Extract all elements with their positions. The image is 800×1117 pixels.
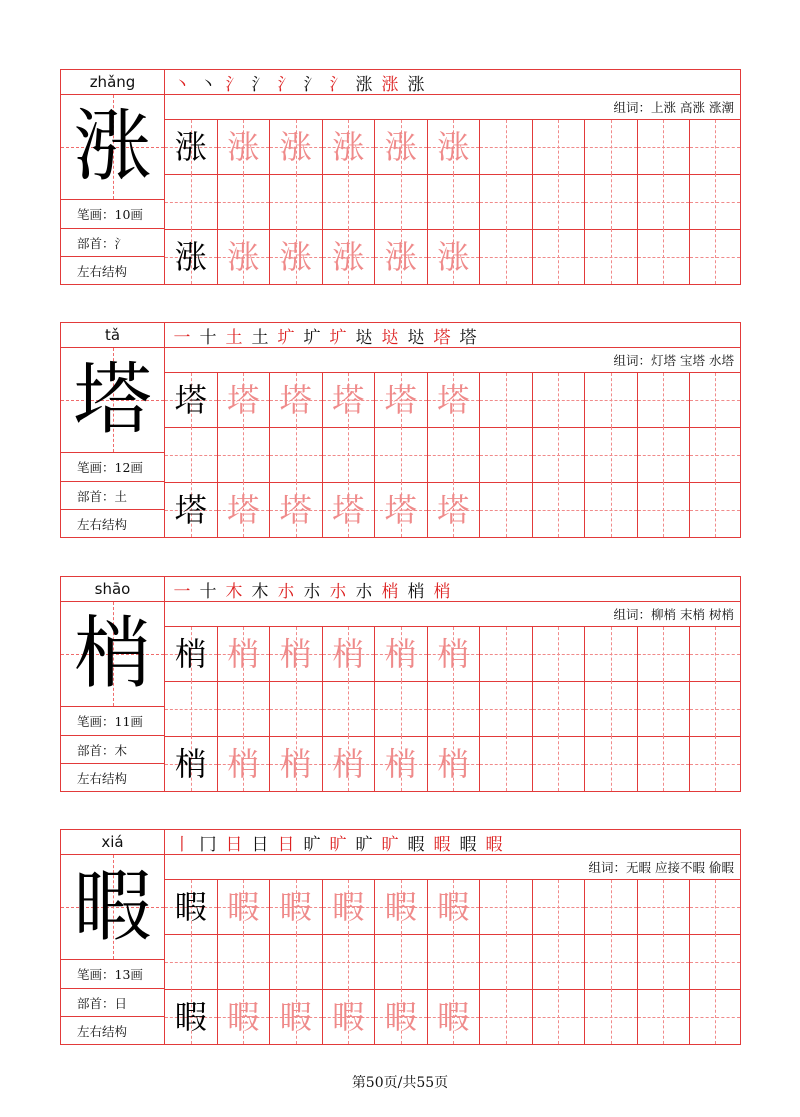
word-examples: 组词：灯塔 宝塔 水塔 (165, 348, 740, 373)
stroke-order (165, 323, 740, 348)
writing-cell[interactable] (165, 989, 218, 1044)
writing-grid (165, 120, 740, 284)
trace-character: 涨 (279, 237, 312, 276)
writing-cell[interactable] (375, 736, 428, 791)
writing-grid (165, 373, 740, 537)
writing-cell[interactable] (218, 989, 271, 1044)
trace-character: 涨 (384, 128, 417, 166)
writing-cell[interactable] (375, 627, 428, 681)
trace-character: 塔 (227, 490, 260, 529)
trace-character: 涨 (384, 237, 417, 276)
stroke-step: 十 (199, 327, 217, 348)
stroke-step: 氵 (225, 74, 243, 95)
grid-row (165, 989, 740, 1044)
writing-cell[interactable] (428, 989, 481, 1044)
writing-cell[interactable] (375, 229, 428, 284)
writing-cell[interactable] (638, 627, 691, 681)
writing-cell[interactable] (165, 120, 218, 174)
trace-character: 暇 (227, 888, 260, 926)
writing-cell[interactable] (585, 427, 638, 482)
writing-cell[interactable] (480, 120, 533, 174)
writing-cell[interactable] (323, 880, 376, 934)
grid-row (165, 482, 740, 537)
stroke-step: 涨 (355, 74, 373, 95)
stroke-step: 梢 (381, 581, 399, 602)
writing-cell[interactable] (218, 482, 271, 537)
trace-character: 暇 (437, 888, 470, 926)
character-card (60, 69, 741, 285)
writing-cell[interactable] (375, 427, 428, 482)
stroke-step: 垯 (381, 327, 399, 348)
word-examples: 组词：柳梢 末梢 树梢 (165, 602, 740, 627)
radical: 部首：日 (61, 989, 164, 1017)
writing-cell[interactable] (533, 229, 586, 284)
grid-row (165, 627, 740, 682)
stroke-step: 土 (225, 327, 243, 348)
model-character: 梢 (174, 635, 207, 673)
trace-character: 梢 (384, 744, 417, 783)
writing-cell[interactable] (323, 627, 376, 681)
writing-cell[interactable] (585, 482, 638, 537)
writing-cell[interactable] (585, 736, 638, 791)
stroke-step: 朩 (303, 581, 321, 602)
stroke-step: 垯 (407, 327, 425, 348)
writing-cell[interactable] (270, 681, 323, 736)
pinyin: zhǎng (61, 70, 164, 95)
stroke-step: 塔 (433, 327, 451, 348)
stroke-step: 暇 (459, 834, 477, 855)
writing-cell[interactable] (218, 934, 271, 989)
writing-cell[interactable] (585, 880, 638, 934)
model-character: 梢 (174, 744, 207, 783)
stroke-step: 木 (251, 581, 269, 602)
writing-cell[interactable] (480, 373, 533, 427)
word-examples: 组词：无暇 应接不暇 偷暇 (165, 855, 740, 880)
writing-cell[interactable] (638, 229, 691, 284)
page-footer: 第50页/共55页 (351, 1075, 449, 1091)
model-character: 涨 (174, 128, 207, 166)
writing-cell[interactable] (270, 174, 323, 229)
stroke-step: 暇 (485, 834, 503, 855)
radical: 部首：木 (61, 736, 164, 764)
writing-cell[interactable] (428, 934, 481, 989)
writing-cell[interactable] (638, 427, 691, 482)
radical: 部首：氵 (61, 229, 164, 257)
grid-row (165, 373, 740, 428)
character-card (60, 576, 741, 792)
trace-character: 梢 (227, 635, 260, 673)
writing-cell[interactable] (638, 934, 691, 989)
writing-cell[interactable] (480, 989, 533, 1044)
writing-cell[interactable] (218, 120, 271, 174)
pinyin: tǎ (61, 323, 164, 348)
writing-cell[interactable] (480, 681, 533, 736)
stroke-step: 氵 (251, 74, 269, 95)
stroke-count: 笔画：11画 (61, 707, 164, 736)
stroke-step: 圹 (329, 327, 347, 348)
writing-cell[interactable] (165, 627, 218, 681)
writing-cell[interactable] (585, 681, 638, 736)
writing-cell[interactable] (533, 880, 586, 934)
structure: 左右结构 (77, 517, 128, 532)
writing-cell[interactable] (638, 989, 691, 1044)
big-character-box (61, 95, 164, 200)
trace-character: 暇 (279, 888, 312, 926)
trace-character: 暇 (332, 888, 365, 926)
writing-cell[interactable] (270, 482, 323, 537)
writing-cell[interactable] (270, 934, 323, 989)
writing-cell[interactable] (428, 427, 481, 482)
trace-character: 梢 (384, 635, 417, 673)
writing-cell[interactable] (585, 229, 638, 284)
stroke-step: 暇 (433, 834, 451, 855)
writing-cell[interactable] (165, 482, 218, 537)
writing-cell[interactable] (270, 627, 323, 681)
trace-character: 塔 (332, 381, 365, 419)
writing-cell[interactable] (690, 373, 740, 427)
writing-cell[interactable] (165, 427, 218, 482)
grid-row (165, 736, 740, 791)
writing-cell[interactable] (690, 681, 740, 736)
trace-character: 塔 (279, 381, 312, 419)
writing-cell[interactable] (690, 880, 740, 934)
writing-cell[interactable] (585, 934, 638, 989)
writing-cell[interactable] (270, 373, 323, 427)
writing-cell[interactable] (375, 880, 428, 934)
big-character: 梢 (73, 609, 152, 699)
structure: 左右结构 (77, 771, 128, 786)
big-character-box (61, 602, 164, 707)
stroke-step: 一 (173, 327, 191, 348)
writing-cell[interactable] (375, 989, 428, 1044)
model-character: 暇 (174, 888, 207, 926)
stroke-step: 塔 (459, 327, 477, 348)
trace-character: 暇 (384, 888, 417, 926)
writing-cell[interactable] (218, 229, 271, 284)
writing-cell[interactable] (585, 373, 638, 427)
trace-character: 梢 (332, 635, 365, 673)
writing-cell[interactable] (165, 681, 218, 736)
writing-cell[interactable] (375, 120, 428, 174)
trace-character: 暇 (279, 997, 312, 1036)
writing-cell[interactable] (533, 627, 586, 681)
writing-cell[interactable] (323, 229, 376, 284)
trace-character: 梢 (437, 635, 470, 673)
writing-cell[interactable] (533, 934, 586, 989)
writing-cell[interactable] (428, 482, 481, 537)
writing-cell[interactable] (323, 120, 376, 174)
big-character: 暇 (73, 862, 152, 952)
writing-cell[interactable] (375, 681, 428, 736)
writing-cell[interactable] (323, 373, 376, 427)
writing-cell[interactable] (323, 427, 376, 482)
writing-cell[interactable] (270, 427, 323, 482)
grid-row (165, 174, 740, 230)
writing-cell[interactable] (585, 989, 638, 1044)
big-character: 涨 (73, 102, 152, 192)
stroke-step: 圹 (277, 327, 295, 348)
stroke-step: 涨 (381, 74, 399, 95)
writing-cell[interactable] (690, 627, 740, 681)
stroke-step: 朩 (329, 581, 347, 602)
writing-cell[interactable] (218, 627, 271, 681)
trace-character: 涨 (279, 128, 312, 166)
writing-cell[interactable] (480, 427, 533, 482)
grid-row (165, 681, 740, 737)
writing-cell[interactable] (533, 373, 586, 427)
writing-cell[interactable] (428, 880, 481, 934)
stroke-order (165, 830, 740, 855)
structure: 左右结构 (77, 264, 128, 279)
stroke-step: 氵 (277, 74, 295, 95)
stroke-step: 氵 (329, 74, 347, 95)
trace-character: 塔 (227, 381, 260, 419)
pinyin: xiá (61, 830, 164, 855)
writing-cell[interactable] (270, 880, 323, 934)
writing-cell[interactable] (480, 482, 533, 537)
writing-grid (165, 880, 740, 1044)
writing-cell[interactable] (218, 736, 271, 791)
trace-character: 梢 (332, 744, 365, 783)
stroke-step: 土 (251, 327, 269, 348)
word-examples: 组词：上涨 高涨 涨潮 (165, 95, 740, 120)
trace-character: 梢 (227, 744, 260, 783)
writing-cell[interactable] (533, 482, 586, 537)
character-card (60, 829, 741, 1045)
stroke-step: 丨 (173, 834, 191, 855)
writing-cell[interactable] (638, 373, 691, 427)
writing-cell[interactable] (533, 989, 586, 1044)
writing-cell[interactable] (638, 880, 691, 934)
trace-character: 暇 (332, 997, 365, 1036)
trace-character: 涨 (437, 237, 470, 276)
stroke-step: 旷 (355, 834, 373, 855)
writing-cell[interactable] (375, 934, 428, 989)
stroke-step: 冂 (199, 834, 217, 855)
writing-cell[interactable] (218, 681, 271, 736)
grid-row (165, 427, 740, 483)
stroke-count: 笔画：10画 (61, 200, 164, 229)
trace-character: 塔 (437, 381, 470, 419)
writing-cell[interactable] (480, 229, 533, 284)
writing-cell[interactable] (165, 373, 218, 427)
writing-cell[interactable] (533, 736, 586, 791)
stroke-step: 圹 (303, 327, 321, 348)
writing-cell[interactable] (533, 681, 586, 736)
stroke-step: 朩 (277, 581, 295, 602)
practice-panel (165, 70, 740, 284)
writing-cell[interactable] (323, 174, 376, 229)
trace-character: 涨 (227, 237, 260, 276)
writing-cell[interactable] (690, 989, 740, 1044)
stroke-step: 旷 (329, 834, 347, 855)
writing-cell[interactable] (165, 736, 218, 791)
writing-grid (165, 627, 740, 791)
trace-character: 涨 (332, 237, 365, 276)
stroke-step: 日 (251, 834, 269, 855)
character-panel (61, 830, 165, 1044)
writing-cell[interactable] (270, 736, 323, 791)
writing-cell[interactable] (270, 989, 323, 1044)
stroke-step: 涨 (407, 74, 425, 95)
structure: 左右结构 (77, 1024, 128, 1039)
pinyin: shāo (61, 577, 164, 602)
trace-character: 涨 (332, 128, 365, 166)
stroke-step: 丶 (199, 74, 217, 95)
trace-character: 塔 (437, 490, 470, 529)
writing-cell[interactable] (323, 482, 376, 537)
writing-cell[interactable] (533, 427, 586, 482)
stroke-count: 笔画：13画 (61, 960, 164, 989)
writing-cell[interactable] (165, 934, 218, 989)
practice-panel (165, 830, 740, 1044)
trace-character: 梢 (437, 744, 470, 783)
trace-character: 涨 (227, 128, 260, 166)
writing-cell[interactable] (638, 736, 691, 791)
writing-cell[interactable] (375, 174, 428, 229)
writing-cell[interactable] (585, 627, 638, 681)
practice-panel (165, 577, 740, 791)
writing-cell[interactable] (375, 373, 428, 427)
writing-cell[interactable] (323, 681, 376, 736)
writing-cell[interactable] (533, 174, 586, 229)
writing-cell[interactable] (533, 120, 586, 174)
stroke-step: 旷 (303, 834, 321, 855)
trace-character: 梢 (279, 635, 312, 673)
writing-cell[interactable] (165, 174, 218, 229)
trace-character: 暇 (437, 997, 470, 1036)
grid-row (165, 934, 740, 990)
stroke-order (165, 577, 740, 602)
writing-cell[interactable] (480, 627, 533, 681)
big-character: 塔 (73, 355, 152, 445)
trace-character: 塔 (279, 490, 312, 529)
writing-cell[interactable] (690, 934, 740, 989)
stroke-step: 木 (225, 581, 243, 602)
stroke-step: 一 (173, 581, 191, 602)
writing-cell[interactable] (375, 482, 428, 537)
stroke-step: 十 (199, 581, 217, 602)
model-character: 塔 (174, 490, 207, 529)
writing-cell[interactable] (480, 880, 533, 934)
stroke-step: 日 (225, 834, 243, 855)
writing-cell[interactable] (638, 120, 691, 174)
model-character: 塔 (174, 381, 207, 419)
writing-cell[interactable] (428, 229, 481, 284)
trace-character: 梢 (279, 744, 312, 783)
writing-cell[interactable] (480, 174, 533, 229)
trace-character: 暇 (384, 997, 417, 1036)
stroke-step: 日 (277, 834, 295, 855)
practice-panel (165, 323, 740, 537)
writing-cell[interactable] (690, 229, 740, 284)
stroke-step: 梢 (433, 581, 451, 602)
writing-cell[interactable] (480, 736, 533, 791)
writing-cell[interactable] (690, 174, 740, 229)
stroke-count: 笔画：12画 (61, 453, 164, 482)
writing-cell[interactable] (323, 934, 376, 989)
writing-cell[interactable] (585, 120, 638, 174)
character-panel (61, 70, 165, 284)
writing-cell[interactable] (638, 174, 691, 229)
writing-cell[interactable] (690, 427, 740, 482)
writing-cell[interactable] (218, 174, 271, 229)
writing-cell[interactable] (165, 880, 218, 934)
stroke-step: 氵 (303, 74, 321, 95)
big-character-box (61, 855, 164, 960)
writing-cell[interactable] (428, 681, 481, 736)
grid-row (165, 880, 740, 935)
trace-character: 塔 (384, 381, 417, 419)
writing-cell[interactable] (270, 120, 323, 174)
model-character: 涨 (174, 237, 207, 276)
stroke-step: 旷 (381, 834, 399, 855)
stroke-order (165, 70, 740, 95)
stroke-step: 梢 (407, 581, 425, 602)
writing-cell[interactable] (428, 627, 481, 681)
writing-cell[interactable] (428, 736, 481, 791)
writing-cell[interactable] (218, 373, 271, 427)
stroke-step: 朩 (355, 581, 373, 602)
writing-cell[interactable] (428, 120, 481, 174)
model-character: 暇 (174, 997, 207, 1036)
writing-cell[interactable] (428, 373, 481, 427)
writing-cell[interactable] (428, 174, 481, 229)
writing-cell[interactable] (218, 880, 271, 934)
writing-cell[interactable] (690, 482, 740, 537)
trace-character: 塔 (332, 490, 365, 529)
trace-character: 塔 (384, 490, 417, 529)
writing-cell[interactable] (690, 120, 740, 174)
writing-cell[interactable] (218, 427, 271, 482)
character-card (60, 322, 741, 538)
stroke-step: 丶 (173, 74, 191, 95)
trace-character: 涨 (437, 128, 470, 166)
writing-cell[interactable] (270, 229, 323, 284)
writing-cell[interactable] (323, 989, 376, 1044)
character-panel (61, 323, 165, 537)
trace-character: 暇 (227, 997, 260, 1036)
writing-cell[interactable] (638, 482, 691, 537)
big-character-box (61, 348, 164, 453)
stroke-step: 垯 (355, 327, 373, 348)
writing-cell[interactable] (323, 736, 376, 791)
writing-cell[interactable] (585, 174, 638, 229)
character-panel (61, 577, 165, 791)
writing-cell[interactable] (165, 229, 218, 284)
writing-cell[interactable] (690, 736, 740, 791)
writing-cell[interactable] (480, 934, 533, 989)
radical: 部首：土 (61, 482, 164, 510)
grid-row (165, 229, 740, 284)
writing-cell[interactable] (638, 681, 691, 736)
grid-row (165, 120, 740, 175)
stroke-step: 暇 (407, 834, 425, 855)
